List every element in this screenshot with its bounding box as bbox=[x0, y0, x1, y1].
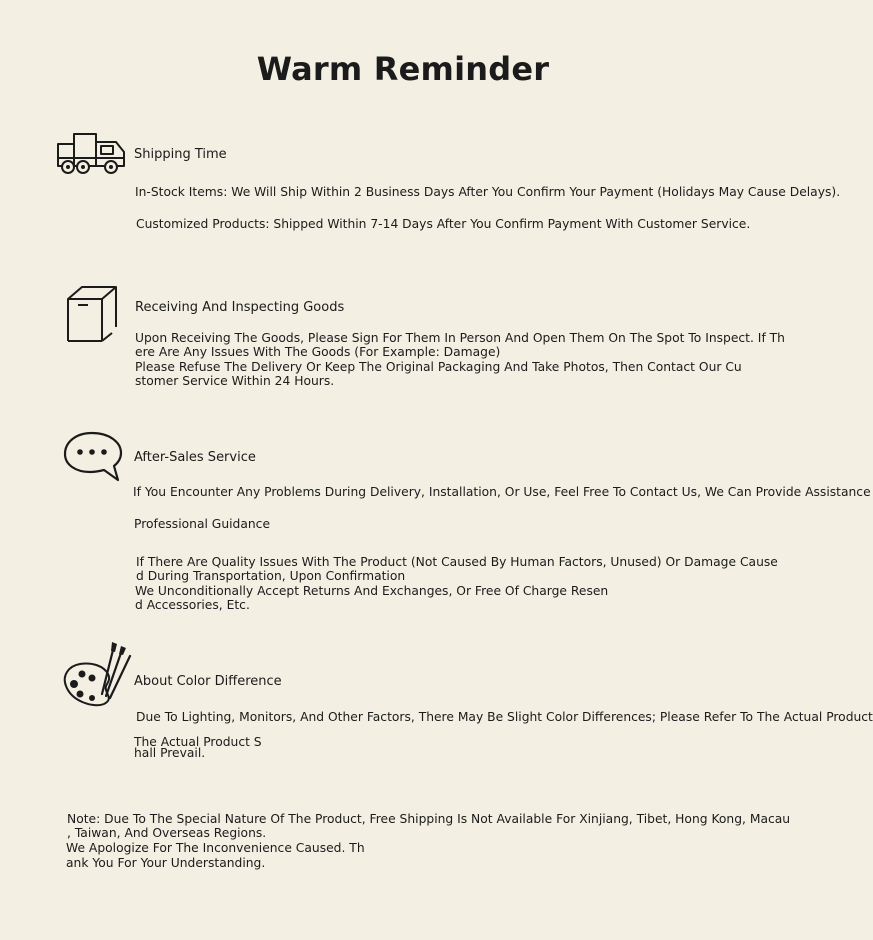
page-title: Warm Reminder bbox=[256, 50, 550, 88]
section-heading-receiving: Receiving And Inspecting Goods bbox=[135, 300, 345, 315]
aftersales-text-5: We Unconditionally Accept Returns And Exchanges, Or Free Of Charge Resen bbox=[135, 584, 609, 598]
shipping-text-2: Customized Products: Shipped Within 7-14 Days After You Confirm Payment With Customer Service. bbox=[136, 217, 751, 231]
section-heading-shipping: Shipping Time bbox=[134, 147, 227, 162]
aftersales-text-6: d Accessories, Etc. bbox=[135, 598, 250, 612]
receiving-text-4: stomer Service Within 24 Hours. bbox=[135, 374, 335, 388]
aftersales-text-1: If You Encounter Any Problems During Delivery, Installation, Or Use, Feel Free To Contact Us, We Can Provide Assistance bbox=[133, 485, 871, 499]
color-text-3: hall Prevail. bbox=[134, 746, 206, 760]
note-text-4: ank You For Your Understanding. bbox=[66, 856, 266, 870]
paint-palette-icon bbox=[60, 640, 134, 712]
aftersales-text-3: If There Are Quality Issues With The Product (Not Caused By Human Factors, Unused) Or Damage Cause bbox=[136, 555, 778, 569]
box-icon bbox=[62, 285, 124, 355]
note-text-2: , Taiwan, And Overseas Regions. bbox=[67, 826, 267, 840]
section-heading-color: About Color Difference bbox=[134, 674, 282, 689]
section-heading-aftersales: After-Sales Service bbox=[134, 450, 256, 465]
note-text-3: We Apologize For The Inconvenience Caused. Th bbox=[66, 841, 365, 855]
note-text-1: Note: Due To The Special Nature Of The Product, Free Shipping Is Not Available For Xinjiang, Tibet, Hong Kong, Macau bbox=[67, 812, 791, 826]
color-text-2: The Actual Product S bbox=[134, 735, 262, 749]
aftersales-text-4: d During Transportation, Upon Confirmation bbox=[136, 569, 406, 583]
color-text-1: Due To Lighting, Monitors, And Other Factors, There May Be Slight Color Differences; Please Refer To The Actual Product bbox=[136, 710, 873, 724]
aftersales-text-2: Professional Guidance bbox=[134, 517, 271, 531]
truck-icon bbox=[56, 132, 126, 176]
receiving-text-2: ere Are Any Issues With The Goods (For Example: Damage) bbox=[135, 345, 501, 359]
shipping-text-1: In-Stock Items: We Will Ship Within 2 Business Days After You Confirm Your Payment (Holidays May Cause Delays). bbox=[135, 185, 841, 199]
speech-bubble-icon bbox=[62, 430, 124, 484]
receiving-text-3: Please Refuse The Delivery Or Keep The Original Packaging And Take Photos, Then Contact Our Cu bbox=[135, 360, 742, 374]
receiving-text-1: Upon Receiving The Goods, Please Sign For Them In Person And Open Them On The Spot To Inspect. If Th bbox=[135, 331, 785, 345]
